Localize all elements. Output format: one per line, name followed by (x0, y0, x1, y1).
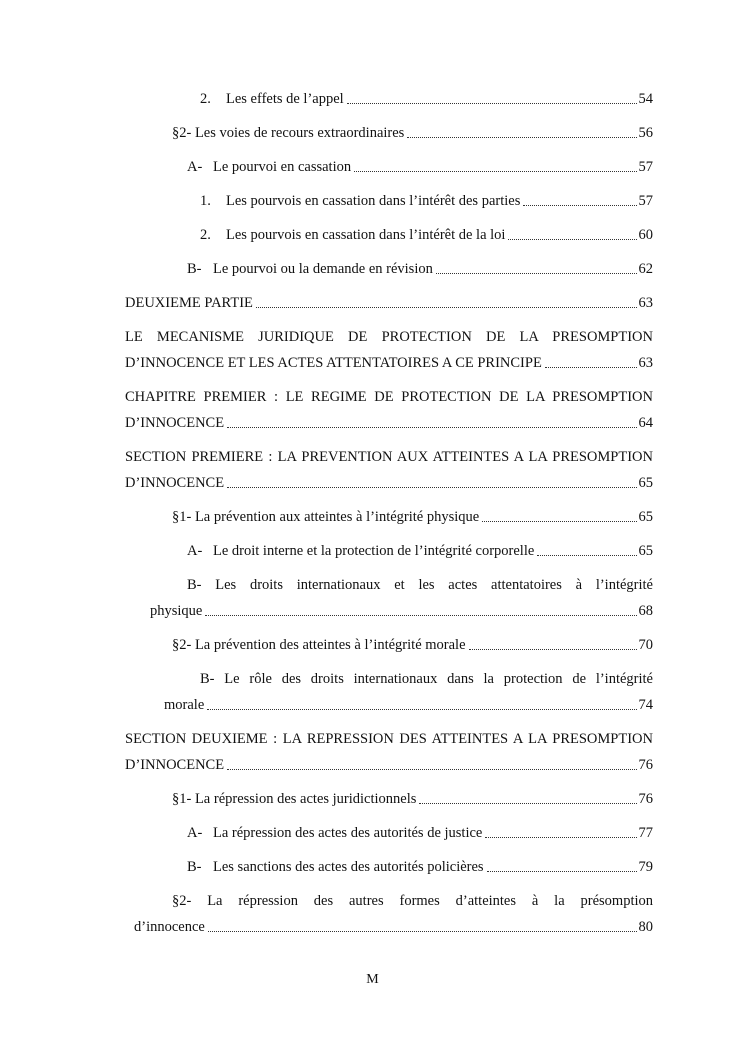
toc-entry[interactable] (125, 414, 653, 432)
dot-leader (419, 802, 636, 804)
dot-leader (545, 366, 637, 368)
toc-entry-page: 77 (638, 825, 653, 841)
toc-entry-first-line[interactable]: B- Le rôle des droits internationaux dans la protection de l’intégrité (200, 671, 653, 687)
dot-leader (208, 930, 637, 932)
toc-entry[interactable] (187, 260, 653, 278)
dot-leader (205, 614, 636, 616)
toc-entry[interactable] (200, 90, 653, 108)
dot-leader (485, 836, 636, 838)
toc-entry-label: Les pourvois en cassation dans l’intérêt de la loi (226, 227, 506, 243)
toc-entry-page: 70 (638, 637, 653, 653)
toc-entry-page: 65 (638, 475, 653, 491)
toc-entry-first-line[interactable]: CHAPITRE PREMIER : LE REGIME DE PROTECTION DE LA PRESOMPTION (125, 389, 653, 405)
toc-entry-prefix: 2. (200, 91, 211, 107)
toc-entry[interactable] (125, 354, 653, 372)
toc-entry[interactable] (200, 192, 653, 210)
toc-entry-first-line[interactable]: SECTION DEUXIEME : LA REPRESSION DES ATTEINTES A LA PRESOMPTION (125, 731, 653, 747)
toc-entry-first-line[interactable]: §2- La répression des autres formes d’atteintes à la présomption (172, 893, 653, 909)
toc-entry-label: D’INNOCENCE (125, 475, 225, 491)
dot-leader (482, 520, 636, 522)
dot-leader (227, 426, 636, 428)
toc-entry-label: Les effets de l’appel (226, 91, 344, 107)
toc-entry-page: 76 (638, 791, 653, 807)
toc-entry-page: 62 (638, 261, 653, 277)
toc-entry[interactable] (134, 918, 653, 936)
toc-entry-label: Les pourvois en cassation dans l’intérêt des parties (226, 193, 521, 209)
toc-entry-prefix: A- (187, 825, 203, 841)
dot-leader (354, 170, 636, 172)
toc-entry-label: §1- La répression des actes juridictionnels (172, 791, 417, 807)
dot-leader (508, 238, 636, 240)
toc-entry-label: D’INNOCENCE (125, 757, 225, 773)
toc-entry[interactable] (187, 824, 653, 842)
dot-leader (347, 102, 637, 104)
toc-entry-first-line[interactable]: SECTION PREMIERE : LA PREVENTION AUX ATTEINTES A LA PRESOMPTION (125, 449, 653, 465)
toc-entry-page: 65 (638, 509, 653, 525)
toc-entry-page: 79 (638, 859, 653, 875)
toc-entry-page: 76 (638, 757, 653, 773)
toc-entry-page: 68 (638, 603, 653, 619)
toc-entry[interactable] (150, 602, 653, 620)
toc-entry-label: La répression des actes des autorités de justice (213, 825, 483, 841)
toc-entry-page: 63 (638, 355, 653, 371)
dot-leader (407, 136, 636, 138)
dot-leader (227, 768, 636, 770)
dot-leader (487, 870, 637, 872)
toc-entry-page: 57 (638, 159, 653, 175)
toc-entry-page: 64 (638, 415, 653, 431)
toc-entry[interactable] (164, 696, 653, 714)
toc-entry[interactable] (187, 542, 653, 560)
toc-entry[interactable] (172, 124, 653, 142)
toc-entry-label: d’innocence (134, 919, 205, 935)
dot-leader (523, 204, 636, 206)
toc-entry-first-line[interactable]: B- Les droits internationaux et les actes attentatoires à l’intégrité (187, 577, 653, 593)
dot-leader (227, 486, 636, 488)
dot-leader (207, 708, 636, 710)
dot-leader (256, 306, 637, 308)
toc-entry-prefix: B- (187, 261, 202, 277)
toc-entry-page: 57 (638, 193, 653, 209)
toc-entry-label: Le pourvoi en cassation (213, 159, 352, 175)
toc-entry[interactable] (187, 158, 653, 176)
toc-entry-label: D’INNOCENCE (125, 415, 225, 431)
toc-entry-prefix: 1. (200, 193, 211, 209)
dot-leader (537, 554, 636, 556)
toc-entry-page: 65 (638, 543, 653, 559)
toc-entry-first-line[interactable]: LE MECANISME JURIDIQUE DE PROTECTION DE LA PRESOMPTION (125, 329, 653, 345)
toc-entry-page: 54 (638, 91, 653, 107)
toc-entry-page: 74 (638, 697, 653, 713)
toc-entry-prefix: 2. (200, 227, 211, 243)
toc-entry-label: morale (164, 697, 205, 713)
toc-entry-label: Le pourvoi ou la demande en révision (213, 261, 433, 277)
dot-leader (436, 272, 637, 274)
toc-entry-page: 80 (638, 919, 653, 935)
toc-entry-label: DEUXIEME PARTIE (125, 295, 253, 311)
toc-entry[interactable] (172, 636, 653, 654)
page-number-footer: M (366, 972, 379, 987)
toc-entry[interactable] (187, 858, 653, 876)
toc-entry-prefix: A- (187, 159, 203, 175)
toc-entry[interactable] (125, 474, 653, 492)
toc-entry-label: §2- Les voies de recours extraordinaires (172, 125, 405, 141)
toc-entry-label: D’INNOCENCE ET LES ACTES ATTENTATOIRES A CE PRINCIPE (125, 355, 542, 371)
toc-entry-label: §2- La prévention des atteintes à l’intégrité morale (172, 637, 466, 653)
toc-entry-page: 63 (638, 295, 653, 311)
toc-entry-label: Le droit interne et la protection de l’intégrité corporelle (213, 543, 535, 559)
toc-entry-label: §1- La prévention aux atteintes à l’intégrité physique (172, 509, 480, 525)
toc-entry[interactable] (200, 226, 653, 244)
toc-entry-label: physique (150, 603, 203, 619)
toc-entry-prefix: B- (187, 859, 202, 875)
toc-entry-page: 56 (638, 125, 653, 141)
toc-entry[interactable] (172, 790, 653, 808)
toc-entry-prefix: A- (187, 543, 203, 559)
toc-entry[interactable] (172, 508, 653, 526)
toc-entry[interactable] (125, 294, 653, 312)
toc-entry-page: 60 (638, 227, 653, 243)
dot-leader (469, 648, 637, 650)
toc-entry-label: Les sanctions des actes des autorités policières (213, 859, 484, 875)
toc-entry[interactable] (125, 756, 653, 774)
